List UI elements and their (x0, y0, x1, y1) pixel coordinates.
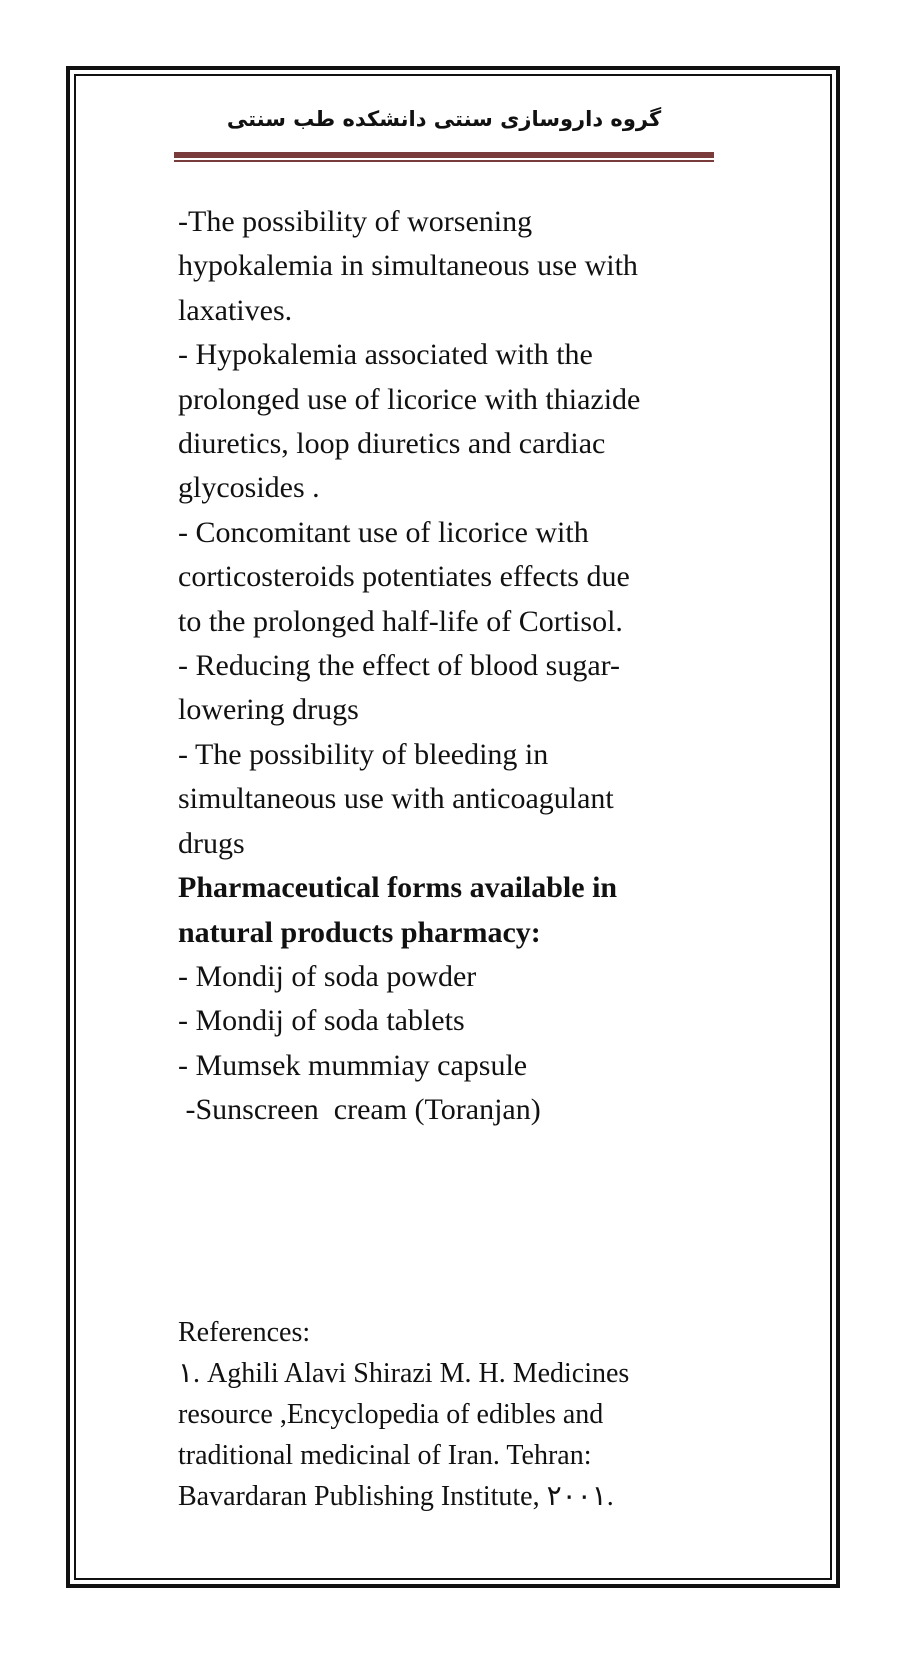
body-line: glycosides . (178, 471, 320, 505)
body-line: - Reducing the effect of blood sugar- (178, 649, 621, 683)
body-line: - Hypokalemia associated with the (178, 338, 593, 372)
body-line: corticosteroids potentiates effects due (178, 560, 630, 594)
body-line: simultaneous use with anticoagulant (178, 782, 614, 816)
reference-line: traditional medicinal of Iran. Tehran: (178, 1440, 592, 1471)
form-item: - Mondij of soda powder (178, 959, 477, 993)
header-divider-thick (174, 152, 714, 158)
body-line: - Concomitant use of licorice with (178, 515, 589, 549)
body-line: drugs (178, 826, 245, 860)
references-label: References: (178, 1317, 311, 1348)
header-divider-thin (174, 160, 714, 162)
references-section (178, 1312, 718, 1517)
body-line: hypokalemia in simultaneous use with (178, 249, 638, 283)
form-item: - Mumsek mummiay capsule (178, 1048, 528, 1082)
section-heading: natural products pharmacy: (178, 915, 541, 949)
body-line: - The possibility of bleeding in (178, 737, 549, 771)
body-line: laxatives. (178, 293, 293, 327)
body-text (178, 200, 718, 1133)
reference-line: resource ,Encyclopedia of edibles and (178, 1399, 604, 1430)
section-heading: Pharmaceutical forms available in (178, 871, 618, 905)
reference-line: Bavardaran Publishing Institute, ٢٠٠١. (178, 1481, 614, 1512)
form-item: -Sunscreen cream (Toranjan) (178, 1093, 541, 1127)
body-line: -The possibility of worsening (178, 205, 533, 238)
body-line: prolonged use of licorice with thiazide (178, 382, 641, 416)
form-item: - Mondij of soda tablets (178, 1004, 465, 1038)
reference-line: ١. Aghili Alavi Shirazi M. H. Medicines (178, 1358, 630, 1389)
header-title: گروه داروسازی سنتی دانشکده طب سنتی (226, 107, 662, 131)
body-line: diuretics, loop diuretics and cardiac (178, 427, 606, 461)
header-divider (174, 152, 714, 164)
body-line: to the prolonged half-life of Cortisol. (178, 604, 623, 638)
body-line: lowering drugs (178, 693, 359, 727)
